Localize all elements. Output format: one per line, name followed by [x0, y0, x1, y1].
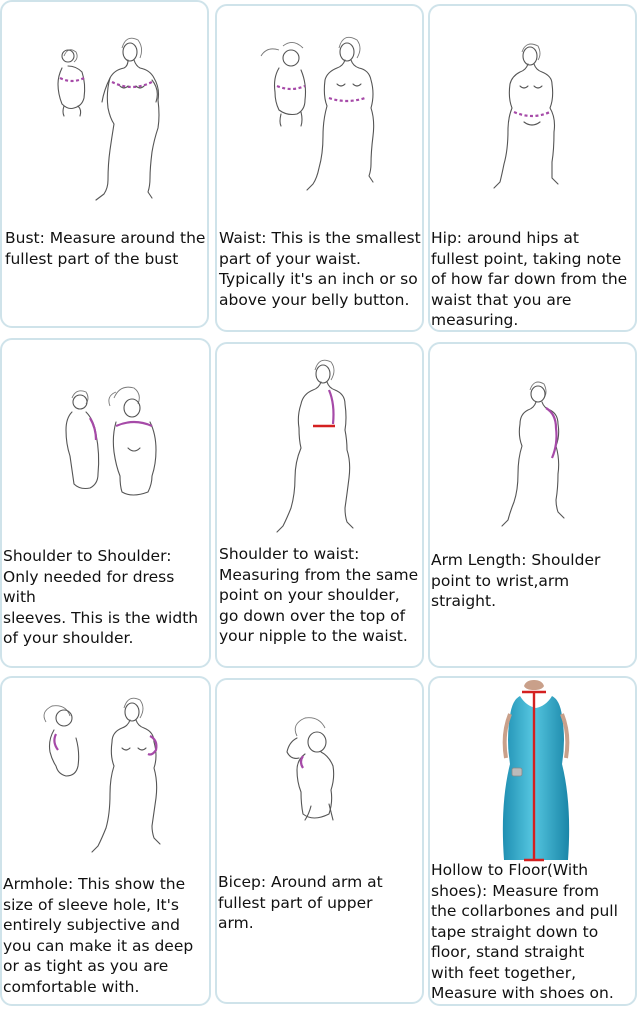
- small-figure-back: [58, 50, 85, 116]
- arm-length-caption: Arm Length: Shoulder point to wrist,arm straight.: [431, 551, 601, 610]
- shoulder-waist-figure: [217, 344, 424, 544]
- dress-photo: [430, 678, 637, 868]
- arm-length-figure: [430, 344, 637, 544]
- card-bust: [0, 0, 209, 328]
- card-bicep: [215, 678, 424, 1004]
- back-figure: [66, 391, 99, 489]
- shoulder-figure: [2, 340, 211, 540]
- bust-caption: Bust: Measure around the fullest part of the bust: [5, 229, 206, 268]
- shoulder-caption: Shoulder to Shoulder: Only needed for dress with sleeves. This is the width of your shoulder.: [3, 547, 199, 647]
- hip-caption: Hip: around hips at fullest point, taking note of how far down from the waist that you are measuring.: [431, 229, 628, 329]
- small-figure-front: [44, 706, 79, 776]
- bicep-figure: [217, 680, 424, 880]
- card-waist: [215, 4, 424, 332]
- small-figure-front: [261, 42, 306, 126]
- card-armhole: [0, 676, 211, 1006]
- armhole-figure: [2, 678, 211, 878]
- card-shoulder-waist: [215, 342, 424, 668]
- front-figure: [109, 387, 156, 495]
- bicep-caption: Bicep: Around arm at fullest part of upper arm.: [218, 873, 383, 932]
- waist-caption: Waist: This is the smallest part of your waist. Typically it's an inch or so above your belly button.: [219, 229, 421, 309]
- waist-figure: [217, 6, 424, 206]
- hip-figure: [430, 6, 637, 206]
- hollow-floor-caption: Hollow to Floor(With shoes): Measure from the collarbones and pull tape straight down to floor, stand straight with feet together, Measure with shoes on.: [431, 861, 618, 1002]
- card-shoulder: [0, 338, 211, 668]
- card-hollow-floor: [428, 676, 637, 1006]
- standing-figure: [92, 698, 160, 852]
- bust-figure: [2, 2, 209, 202]
- card-arm-length: [428, 342, 637, 668]
- armhole-caption: Armhole: This show the size of sleeve hole, It's entirely subjective and you can make it as deep or as tight as you are comfortable with.: [3, 875, 194, 996]
- standing-figure: [307, 37, 374, 190]
- card-hip: [428, 4, 637, 332]
- shoulder-waist-caption: Shoulder to waist: Measuring from the same point on your shoulder, go down over the top of your nipple to the waist.: [219, 545, 419, 645]
- standing-figure: [96, 38, 159, 200]
